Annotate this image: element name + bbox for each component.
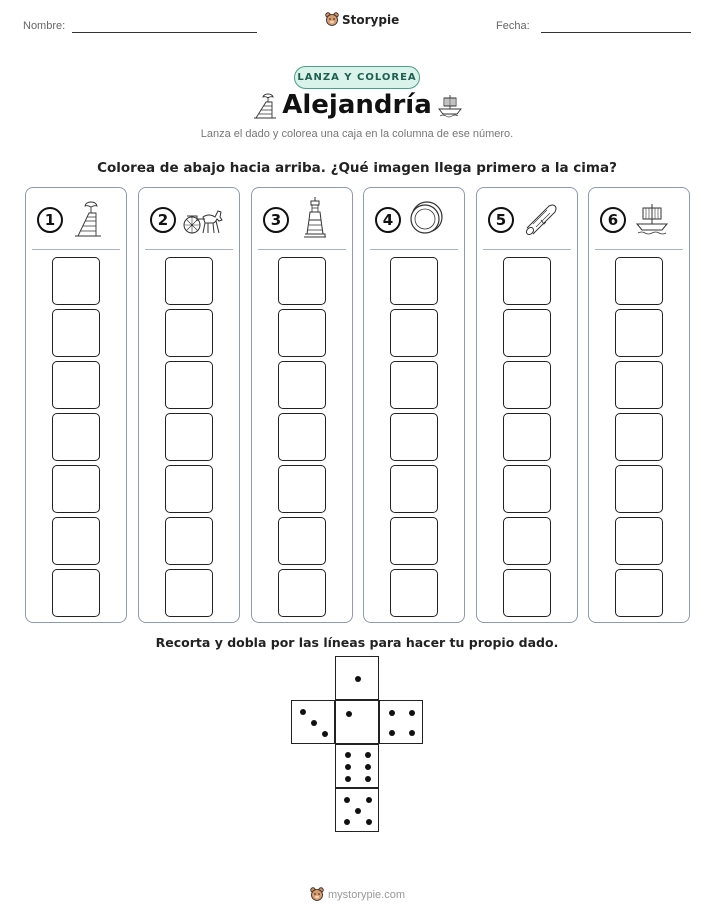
column-1 (25, 187, 127, 623)
column-divider (32, 249, 120, 250)
lighthouse-stairs-icon (74, 200, 102, 238)
die-pip (322, 731, 328, 737)
die-face-1[interactable] (335, 656, 379, 700)
instruction: Colorea de abajo hacia arriba. ¿Qué imagen llega primero a la cima? (97, 160, 617, 176)
page-title: Alejandría (282, 90, 432, 120)
column-number: 1 (37, 207, 63, 233)
color-box[interactable] (165, 517, 213, 565)
color-box[interactable] (390, 517, 438, 565)
color-box[interactable] (390, 569, 438, 617)
color-box[interactable] (278, 517, 326, 565)
die-pip (409, 710, 415, 716)
die-pip (389, 710, 395, 716)
die-pip (355, 676, 361, 682)
color-box[interactable] (278, 257, 326, 305)
color-box[interactable] (165, 413, 213, 461)
color-box[interactable] (615, 465, 663, 513)
color-box[interactable] (278, 309, 326, 357)
die-pip (311, 720, 317, 726)
color-box[interactable] (278, 413, 326, 461)
die-pip (345, 776, 351, 782)
color-box[interactable] (52, 413, 100, 461)
color-box[interactable] (165, 465, 213, 513)
color-box[interactable] (503, 361, 551, 409)
die-pip (389, 730, 395, 736)
die-pip (409, 730, 415, 736)
color-box[interactable] (52, 517, 100, 565)
die-face-1[interactable] (335, 700, 379, 744)
color-box[interactable] (390, 465, 438, 513)
cut-instruction: Recorta y dobla por las líneas para hacer tu propio dado. (155, 635, 559, 650)
die-pip (366, 819, 372, 825)
color-box[interactable] (615, 517, 663, 565)
column-2 (138, 187, 240, 623)
die-pip (344, 797, 350, 803)
die-pip (355, 808, 361, 814)
die-pip (346, 711, 352, 717)
color-box[interactable] (165, 257, 213, 305)
column-6 (588, 187, 690, 623)
bear-logo-icon (310, 887, 324, 902)
date-label: Fecha: (496, 20, 530, 32)
die-face-3[interactable] (291, 700, 335, 744)
color-box[interactable] (503, 309, 551, 357)
papyrus-scroll-icon (523, 200, 559, 236)
die-face-6[interactable] (335, 744, 379, 788)
color-box[interactable] (278, 569, 326, 617)
bear-logo-icon (325, 12, 339, 27)
die-pip (365, 752, 371, 758)
coin-icon (408, 200, 444, 236)
column-number: 5 (488, 207, 514, 233)
die-pip (345, 764, 351, 770)
die-pip (345, 752, 351, 758)
color-box[interactable] (503, 517, 551, 565)
die-pip (366, 797, 372, 803)
die-face-5[interactable] (335, 788, 379, 832)
color-box[interactable] (52, 465, 100, 513)
color-box[interactable] (503, 257, 551, 305)
color-box[interactable] (503, 569, 551, 617)
horse-chariot-icon (183, 204, 225, 236)
subtitle: Lanza el dado y colorea una caja en la columna de ese número. (200, 128, 514, 140)
column-3 (251, 187, 353, 623)
column-divider (370, 249, 458, 250)
color-box[interactable] (390, 413, 438, 461)
color-box[interactable] (615, 413, 663, 461)
color-box[interactable] (278, 465, 326, 513)
color-box[interactable] (165, 309, 213, 357)
name-line[interactable] (72, 32, 257, 33)
color-box[interactable] (615, 257, 663, 305)
sailing-ship-icon (635, 202, 669, 236)
color-box[interactable] (615, 569, 663, 617)
color-box[interactable] (390, 257, 438, 305)
color-box[interactable] (52, 309, 100, 357)
brand-logo (325, 12, 399, 27)
column-number: 2 (150, 207, 176, 233)
footer-url[interactable]: mystorypie.com (328, 888, 406, 901)
column-number: 6 (600, 207, 626, 233)
column-5 (476, 187, 578, 623)
die-face-4[interactable] (379, 700, 423, 744)
date-line[interactable] (541, 32, 691, 33)
color-box[interactable] (615, 309, 663, 357)
lighthouse-tower-icon (302, 196, 328, 240)
color-box[interactable] (52, 569, 100, 617)
color-box[interactable] (390, 309, 438, 357)
die-pip (365, 764, 371, 770)
die-pip (344, 819, 350, 825)
column-number: 4 (375, 207, 401, 233)
color-box[interactable] (503, 413, 551, 461)
die-pip (300, 709, 306, 715)
color-box[interactable] (503, 465, 551, 513)
brand-name: Storypie (342, 12, 400, 27)
color-box[interactable] (52, 361, 100, 409)
column-divider (483, 249, 571, 250)
column-divider (258, 249, 346, 250)
activity-badge: LANZA Y COLOREA (294, 66, 420, 89)
color-box[interactable] (615, 361, 663, 409)
column-number: 3 (263, 207, 289, 233)
sailing-ship-icon (437, 92, 463, 118)
column-divider (145, 249, 233, 250)
color-box[interactable] (52, 257, 100, 305)
column-divider (595, 249, 683, 250)
column-4 (363, 187, 465, 623)
color-box[interactable] (390, 361, 438, 409)
color-box[interactable] (165, 569, 213, 617)
footer (310, 887, 405, 902)
color-box[interactable] (278, 361, 326, 409)
name-label: Nombre: (23, 20, 66, 32)
die-pip (365, 776, 371, 782)
color-box[interactable] (165, 361, 213, 409)
